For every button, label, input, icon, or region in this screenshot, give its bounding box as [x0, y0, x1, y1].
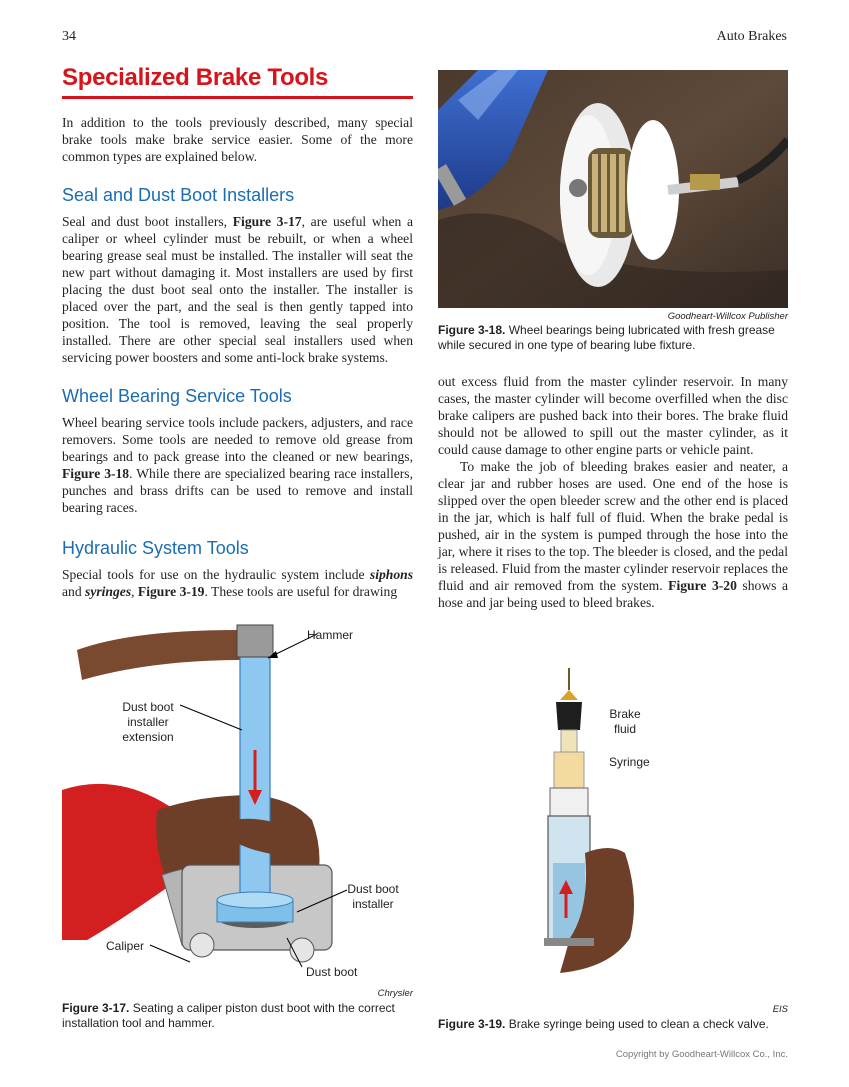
title-rule	[62, 96, 413, 99]
label-installer: Dust boot installer	[347, 882, 399, 911]
label-extension: Dust boot installer extension	[122, 700, 174, 744]
figure-3-17-credit: Chrysler	[377, 988, 413, 999]
figure-3-18-caption: Figure 3-18. Wheel bearings being lubricated with fresh grease while secured in one type of bearing lube fixture.	[438, 323, 775, 352]
section-heading-seal: Seal and Dust Boot Installers	[62, 185, 295, 205]
label-hammer: Hammer	[307, 628, 354, 642]
hydraulic-paragraph: Special tools for use on the hydraulic system include siphons and syringes, Figure 3-19. These tools are useful for drawing	[62, 567, 413, 599]
running-title: Auto Brakes	[716, 29, 787, 44]
figure-3-18-photo	[438, 70, 788, 308]
seal-paragraph: Seal and dust boot installers, Figure 3-17, are useful when a caliper or wheel cylinder must be rebuilt, or when a wheel bearing grease seal must be installed. The installer will seat the new part without damaging it. Most installers are used by first placing the dust boot seal onto the installer. The installer is placed over the part, and the seal is then gently tapped into position. The tool is removed, leaving the seal properly installed. There are other special seal installers used when servicing power boosters and some anti-lock brake systems.	[62, 214, 413, 365]
label-syringe: Syringe	[609, 755, 650, 769]
page-number: 34	[62, 29, 76, 44]
figure-ref: Figure 3-17	[232, 214, 302, 229]
intro-paragraph: In addition to the tools previously described, many special brake tools make brake service easier. Some of the more common types are explained below.	[62, 115, 413, 164]
page-title: Specialized Brake Tools	[62, 64, 329, 91]
figure-ref: Figure 3-18	[62, 466, 130, 481]
label-dust-boot: Dust boot	[306, 965, 358, 979]
figure-3-17-caption: Figure 3-17. Seating a caliper piston dust boot with the correct installation tool and hammer.	[62, 1001, 395, 1030]
label-caliper: Caliper	[106, 939, 145, 953]
wheel-bearing-paragraph: Wheel bearing service tools include packers, adjusters, and race removers. Some tools are needed to remove old grease from bearings and to pack grease into the cleaned or new bearings, Figure 3-18. While there are specialized bearing race installers, punches and brass drifts can be used to remove and install bearing races.	[62, 415, 413, 515]
section-heading-hydraulic: Hydraulic System Tools	[62, 538, 249, 558]
figure-3-18-credit: Goodheart-Willcox Publisher	[667, 311, 788, 322]
figure-3-17-illustration	[62, 620, 413, 985]
label-brake-fluid: Brake fluid	[609, 707, 641, 736]
section-heading-wheel-bearing: Wheel Bearing Service Tools	[62, 386, 292, 406]
copyright-notice: Copyright by Goodheart-Willcox Co., Inc.	[615, 1049, 788, 1060]
figure-3-19-credit: EIS	[772, 1004, 788, 1015]
right-column-text: out excess fluid from the master cylinder reservoir. In many cases, the master cylinder will become overfilled when the disc brake calipers are pushed back into their bores. The brake fluid should not be allowed to spill out the master cylinder, as it could cause damage to other engine parts or vehicle paint. To make the job of bleeding brakes easier and neater, a clear jar and rubber hoses are used. One end of the hose is slipped over the open bleeder screw and the other end is placed in the jar, which is half full of fluid. When the brake pedal is pushed, air in the system is pumped through the hose into the jar, where it rises to the top. The bleeder is closed, and the pedal is released. Fluid from the master cylinder reservoir replaces the fluid and air removed from the system. Figure 3-20 shows a hose and jar being used to bleed brakes.	[438, 374, 788, 610]
figure-3-19-caption: Figure 3-19. Brake syringe being used to clean a check valve.	[438, 1017, 769, 1031]
